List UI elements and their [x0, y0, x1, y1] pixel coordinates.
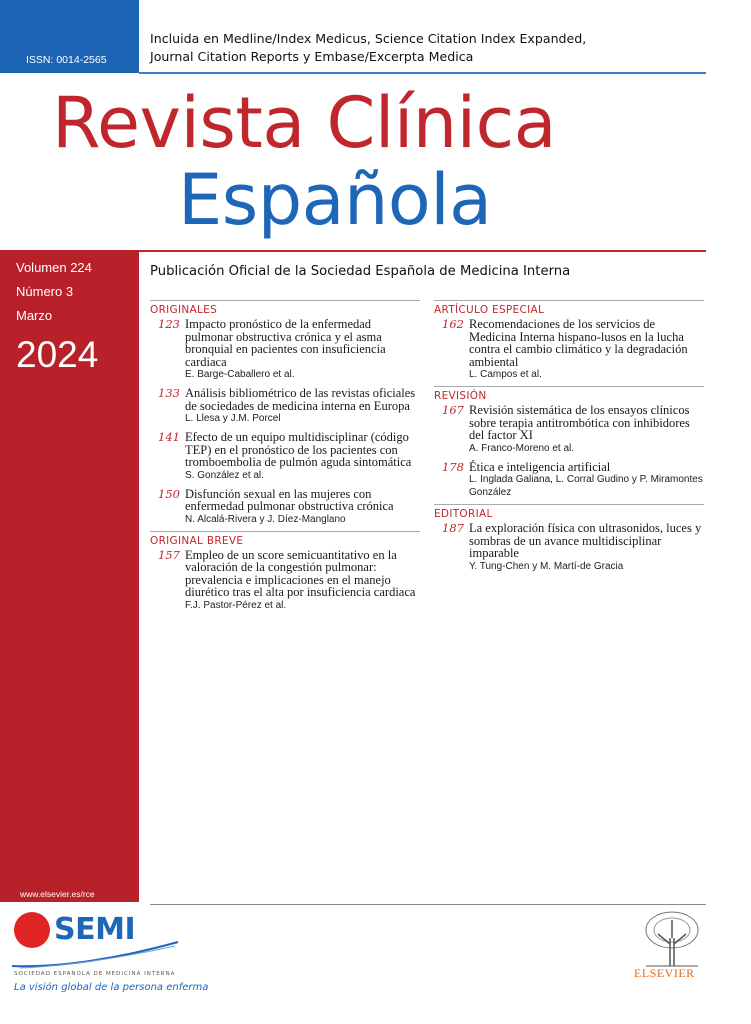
article-authors: A. Franco-Moreno et al.	[469, 442, 575, 454]
semi-tagline: La visión global de la persona enferma	[14, 982, 209, 993]
issn: ISSN: 0014-2565	[26, 54, 107, 66]
section-rule	[150, 531, 420, 532]
article-entry[interactable]	[434, 404, 704, 460]
section-label: REVISIÓN	[434, 390, 487, 402]
article-entry[interactable]	[150, 488, 420, 531]
article-entry[interactable]	[434, 522, 704, 578]
article-page: 123	[158, 317, 180, 331]
article-title: Efecto de un equipo multidisciplinar (código TEP) en el pronóstico de los pacientes con tromboembolia de pulmón aguda sintomática	[185, 430, 412, 469]
article-body	[185, 387, 420, 430]
indexing-line-2: Journal Citation Reports y Embase/Excerpta Medica	[150, 49, 474, 64]
article-body	[469, 404, 704, 460]
article-body	[185, 549, 420, 617]
issue-month: Marzo	[16, 308, 53, 323]
article-page: 178	[442, 459, 464, 474]
issue-info	[16, 256, 92, 328]
article-entry[interactable]	[150, 318, 420, 386]
article-authors: S. González et al.	[185, 469, 264, 481]
semi-full-name: SOCIEDAD ESPAÑOLA DE MEDICINA INTERNA	[14, 971, 176, 977]
article-entry[interactable]	[434, 461, 704, 505]
article-title: Impacto pronóstico de la enfermedad pulmonar obstructiva crónica y el asma bronquial en pacientes con insuficiencia cardiaca	[185, 317, 386, 369]
indexing-line-1: Incluida en Medline/Index Medicus, Science Citation Index Expanded,	[150, 31, 587, 46]
section-rule	[434, 504, 704, 505]
contents-right-column	[434, 300, 704, 578]
issue-year: 2024	[16, 334, 99, 375]
section-rule	[434, 300, 704, 301]
article-authors: L. Campos et al.	[469, 369, 542, 380]
article-title: Disfunción sexual en las mujeres con enfermedad pulmonar obstructiva crónica	[185, 486, 394, 513]
section-rule	[434, 386, 704, 387]
article-title: Análisis bibliométrico de las revistas oficiales de sociedades de medicina interna en Europa	[185, 386, 416, 413]
article-title: Recomendaciones de los servicios de Medicina Interna hispano-lusos en la lucha contra el cambio climático y la degradación ambiental	[469, 317, 688, 369]
article-body	[469, 461, 704, 505]
section-rule	[150, 300, 420, 301]
issue-number: Número 3	[16, 284, 74, 299]
journal-title-line-2: Española	[178, 159, 492, 241]
article-body	[469, 522, 704, 578]
header-rule	[139, 72, 706, 74]
section-label: EDITORIAL	[434, 508, 493, 520]
article-page: 167	[442, 403, 464, 417]
footer-rule	[150, 904, 706, 905]
contents-left-column	[150, 300, 420, 617]
journal-url[interactable]: www.elsevier.es/rce	[20, 889, 95, 899]
article-body	[185, 318, 420, 386]
article-body	[185, 431, 420, 487]
article-authors: N. Alcalá-Rivera y J. Díez-Manglano	[185, 513, 346, 525]
indexing-info	[150, 30, 740, 66]
article-body	[185, 488, 420, 531]
article-entry[interactable]	[150, 387, 420, 430]
elsevier-tree-icon	[640, 908, 704, 970]
article-authors: L. Llesa y J.M. Porcel	[185, 413, 281, 424]
official-publication: Publicación Oficial de la Sociedad Española de Medicina Interna	[150, 264, 571, 279]
section-label: ORIGINALES	[150, 304, 218, 316]
semi-logo-text: SEMI	[54, 912, 136, 947]
article-title: Empleo de un score semicuantitativo en la valoración de la congestión pulmonar: prevalencia e implicaciones en el manejo diurético tras el alta por insuficiencia cardiaca	[185, 547, 416, 599]
article-page: 162	[442, 317, 464, 331]
journal-title-line-1: Revista Clínica	[52, 82, 556, 164]
article-entry[interactable]	[150, 431, 420, 487]
semi-swoosh-icon	[10, 940, 180, 970]
article-authors: E. Barge-Caballero et al.	[185, 369, 295, 380]
article-page: 133	[158, 386, 180, 400]
article-entry[interactable]	[434, 318, 704, 386]
article-authors: L. Inglada Galiana, L. Corral Gudino y P. Miramontes González	[469, 474, 703, 498]
article-title: Revisión sistemática de los ensayos clínicos sobre terapia antitrombótica con inhibidores del factor XI	[469, 403, 690, 442]
article-authors: Y. Tung-Chen y M. Martí-de Gracia	[469, 560, 624, 572]
section-label: ORIGINAL BREVE	[150, 534, 244, 547]
article-page: 141	[158, 430, 180, 444]
publisher-name: ELSEVIER	[634, 966, 695, 980]
article-title: Ética e inteligencia artificial	[469, 459, 611, 474]
article-entry[interactable]	[150, 549, 420, 617]
article-page: 157	[158, 547, 180, 562]
article-page: 187	[442, 521, 464, 535]
title-rule	[139, 250, 706, 252]
article-page: 150	[158, 486, 180, 501]
article-authors: F.J. Pastor-Pérez et al.	[185, 599, 287, 611]
section-label: ARTÍCULO ESPECIAL	[434, 304, 545, 316]
volume: Volumen 224	[16, 260, 92, 275]
article-title: La exploración física con ultrasonidos, luces y sombras de un avance multidisciplinar imparable	[469, 521, 702, 560]
article-body	[469, 318, 704, 386]
